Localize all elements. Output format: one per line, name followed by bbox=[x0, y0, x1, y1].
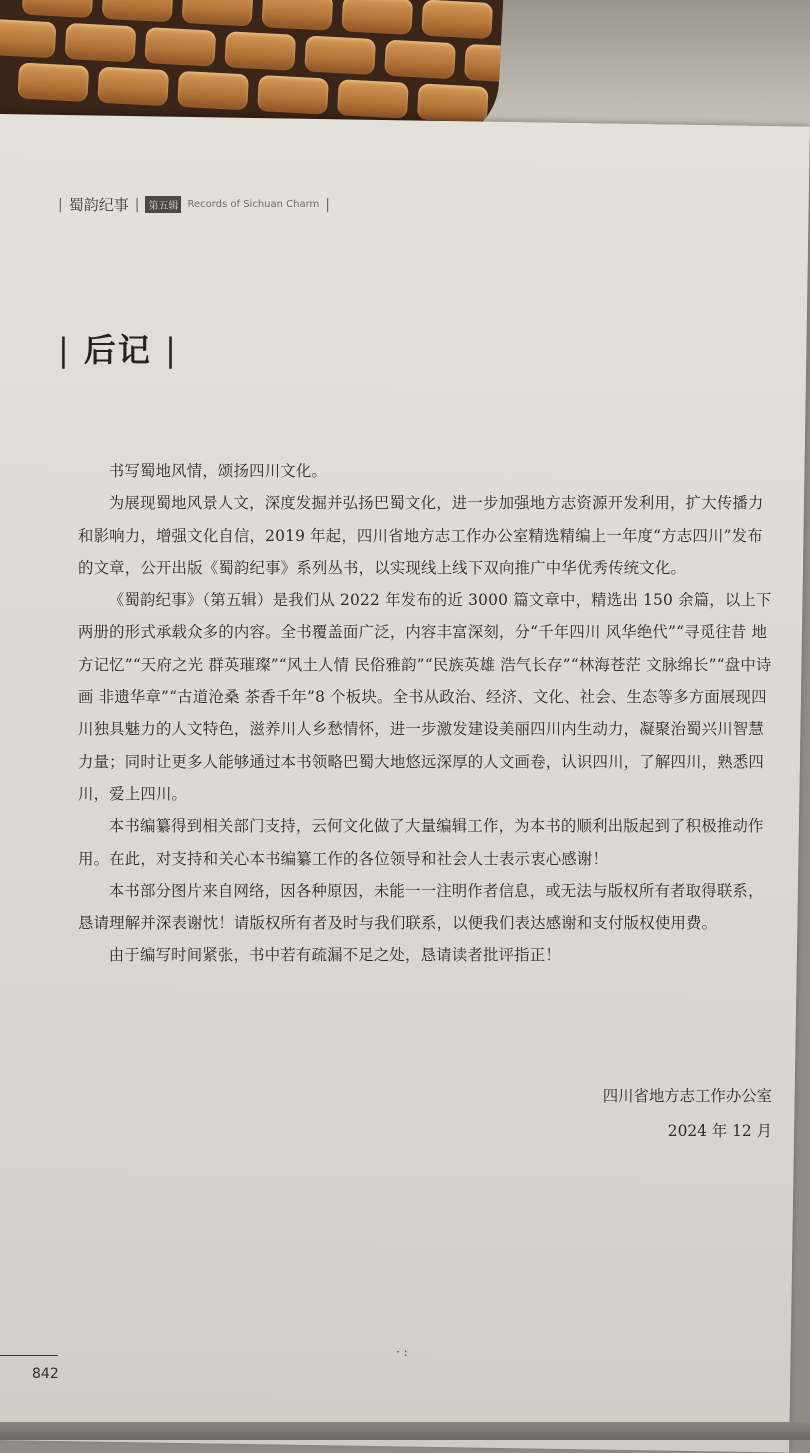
paragraph: 为展现蜀地风景人文，深度发掘并弘扬巴蜀文化，进一步加强地方志资源开发利用，扩大传播力和影响力，增强文化自信，2019 年起，四川省地方志工作办公室精选精编上一年度“方志四川”发布的文章，公开出版《蜀韵纪事》系列丛书，以实现线上线下双向推广中华优秀传统文化。 bbox=[78, 494, 764, 577]
page-title bbox=[58, 325, 178, 371]
signature-date: 2024 年 12 月 bbox=[667, 1122, 772, 1140]
mat-tile bbox=[177, 71, 249, 111]
header-bar-mid: | bbox=[134, 196, 140, 213]
mat-tile bbox=[464, 44, 504, 84]
mat-tile bbox=[0, 19, 56, 59]
mat-tile bbox=[182, 0, 254, 27]
series-title: 蜀韵纪事 bbox=[68, 196, 129, 214]
mat-tile bbox=[257, 75, 329, 115]
mat-tile bbox=[97, 67, 169, 107]
title-pipe-left: | bbox=[58, 331, 71, 369]
mat-tile bbox=[261, 0, 333, 31]
paragraph: 书写蜀地风情，颂扬四川文化。 bbox=[108, 462, 328, 480]
running-header bbox=[58, 194, 330, 215]
paragraph: 本书部分图片来自网络，因各种原因，未能一一注明作者信息，或无法与版权所有者取得联系，恳请理解并深表谢忱！请版权所有者及时与我们联系，以便我们表达感谢和支付版权使用费。 bbox=[78, 881, 764, 933]
mat-tile bbox=[224, 31, 296, 71]
mat-tile bbox=[384, 40, 456, 80]
page-bottom-edge bbox=[0, 1422, 810, 1440]
mat-tile bbox=[421, 0, 493, 39]
footer-rule bbox=[0, 1355, 58, 1356]
mat-tile bbox=[337, 79, 409, 119]
mat-tile bbox=[65, 23, 137, 63]
signature-org: 四川省地方志工作办公室 bbox=[602, 1087, 772, 1105]
signature-block bbox=[603, 1079, 772, 1149]
title-text: 后记 bbox=[83, 331, 152, 369]
paragraph: 本书编纂得到相关部门支持，云何文化做了大量编辑工作，为本书的顺利出版起到了积极推动作用。在此，对支持和关心本书编纂工作的各位领导和社会人士表示衷心感谢！ bbox=[78, 817, 764, 868]
mat-tile bbox=[304, 35, 376, 75]
afterword-body bbox=[78, 455, 778, 972]
mat-tile bbox=[341, 0, 413, 35]
print-specks: · : bbox=[396, 1345, 408, 1359]
volume-badge: 第五辑 bbox=[145, 196, 181, 213]
mat-tile bbox=[102, 0, 174, 22]
page-number: 842 bbox=[32, 1366, 59, 1382]
header-bar-right: | bbox=[325, 196, 330, 213]
mat-tile bbox=[417, 83, 489, 123]
mat-tile bbox=[22, 0, 94, 18]
header-bar-left: | bbox=[58, 196, 63, 213]
paragraph: 由于编写时间紧张，书中若有疏漏不足之处，恳请读者批评指正！ bbox=[108, 946, 561, 965]
mat-tile bbox=[144, 27, 216, 67]
title-pipe-right: | bbox=[165, 331, 178, 369]
mat-tile bbox=[17, 62, 89, 102]
paragraph: 《蜀韵纪事》（第五辑）是我们从 2022 年发布的近 3000 篇文章中，精选出 150 余篇，以上下两册的形式承载众多的内容。全书覆盖面广泛，内容丰富深刻，分“千年四川 风华绝代”“寻觅往昔 地方记忆”“天府之光 群英璀璨”“风土人情 民俗雅韵”“民族英雄 浩气长存”“林海苍茫 文脉绵长”“盘中诗画 非遗华章”“古道沧桑 茶香千年”8 个板块。全书从政治、经济、文化、社会、生态等多方面展现四川独具魅力的人文特色，滋养川人乡愁情怀，进一步激发建设美丽四川内生动力，凝聚治蜀兴川智慧力量；同时让更多人能够通过本书领略巴蜀大地悠远深厚的人文画卷，认识四川，了解四川，熟悉四川，爱上四川。 bbox=[78, 591, 772, 803]
series-english-title: Records of Sichuan Charm bbox=[187, 199, 320, 210]
